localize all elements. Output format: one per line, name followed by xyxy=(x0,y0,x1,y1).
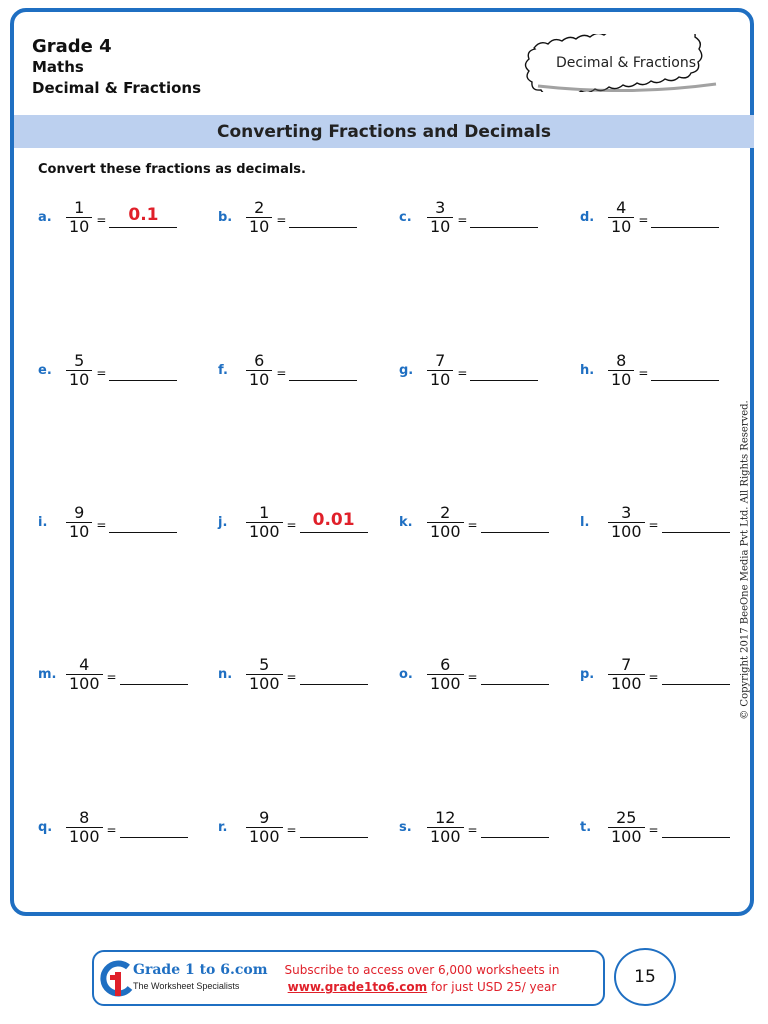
promo-link[interactable]: www.grade1to6.com xyxy=(287,980,428,994)
fraction-denominator: 10 xyxy=(66,370,92,389)
answer-blank[interactable] xyxy=(300,823,368,838)
fraction xyxy=(608,504,645,541)
answer-blank[interactable] xyxy=(651,213,719,228)
equals-sign: = xyxy=(467,670,478,684)
problem-label: l. xyxy=(580,514,590,530)
answer-blank[interactable] xyxy=(109,518,177,533)
fraction-numerator: 9 xyxy=(259,807,270,827)
fraction xyxy=(246,809,283,846)
fraction-numerator: 5 xyxy=(74,350,85,370)
problem-label: i. xyxy=(38,514,48,530)
fraction-denominator: 100 xyxy=(608,522,645,541)
fraction-numerator: 12 xyxy=(435,807,456,827)
fraction xyxy=(66,199,92,236)
fraction xyxy=(427,656,464,693)
fraction-denominator: 100 xyxy=(427,827,464,846)
problem-label: d. xyxy=(580,209,595,225)
answer-blank[interactable] xyxy=(120,823,188,838)
subject-label: Maths xyxy=(32,58,84,76)
promo-price: for just USD 25/ year xyxy=(430,980,557,994)
fraction-denominator: 100 xyxy=(427,522,464,541)
equals-sign: = xyxy=(96,366,107,380)
problem-label: a. xyxy=(38,209,52,225)
answer-blank[interactable] xyxy=(481,670,549,685)
answer-blank[interactable] xyxy=(300,509,368,533)
equals-sign: = xyxy=(457,213,468,227)
problem-label: s. xyxy=(399,819,412,835)
problem-item xyxy=(399,195,538,239)
fraction xyxy=(246,352,272,389)
fraction-numerator: 8 xyxy=(79,807,90,827)
equals-sign: = xyxy=(286,670,297,684)
footer-brand[interactable]: Grade 1 to 6.com xyxy=(133,962,268,978)
problem-item xyxy=(399,652,549,696)
fraction-numerator: 7 xyxy=(621,654,632,674)
answer-blank[interactable] xyxy=(120,670,188,685)
equals-sign: = xyxy=(467,518,478,532)
fraction-numerator: 8 xyxy=(616,350,627,370)
fraction-numerator: 4 xyxy=(616,197,627,217)
grade-label: Grade 4 xyxy=(32,36,112,57)
answer-blank[interactable] xyxy=(289,213,357,228)
fraction-denominator: 10 xyxy=(246,217,272,236)
page-number-circle xyxy=(614,948,676,1006)
fraction-numerator: 2 xyxy=(254,197,265,217)
equals-sign: = xyxy=(106,670,117,684)
equals-sign: = xyxy=(638,366,649,380)
fraction xyxy=(246,656,283,693)
problem-item xyxy=(38,805,188,849)
equals-sign: = xyxy=(286,823,297,837)
topic-cloud-badge xyxy=(520,34,732,92)
fraction-numerator: 9 xyxy=(74,502,85,522)
problem-label: e. xyxy=(38,362,52,378)
problem-item xyxy=(218,348,357,392)
problem-item xyxy=(38,348,177,392)
fraction xyxy=(427,199,453,236)
fraction xyxy=(66,352,92,389)
fraction xyxy=(608,809,645,846)
problem-item xyxy=(580,348,719,392)
problem-item xyxy=(580,805,730,849)
instructions: Convert these fractions as decimals. xyxy=(38,162,306,177)
page-number: 15 xyxy=(634,967,656,987)
problem-label: k. xyxy=(399,514,413,530)
fraction xyxy=(66,809,103,846)
answer-blank[interactable] xyxy=(470,366,538,381)
answer-blank[interactable] xyxy=(289,366,357,381)
fraction-numerator: 1 xyxy=(259,502,270,522)
grade1to6-logo-icon xyxy=(98,958,138,1000)
promo-line-1: Subscribe to access over 6,000 worksheets in xyxy=(284,963,560,977)
footer-promo xyxy=(272,962,572,996)
equals-sign: = xyxy=(638,213,649,227)
answer-value: 0.1 xyxy=(128,204,159,225)
equals-sign: = xyxy=(648,823,659,837)
answer-blank[interactable] xyxy=(109,366,177,381)
copyright-notice xyxy=(738,400,752,720)
problem-label: b. xyxy=(218,209,233,225)
problem-item xyxy=(218,805,368,849)
problem-label: r. xyxy=(218,819,228,835)
equals-sign: = xyxy=(457,366,468,380)
problem-label: h. xyxy=(580,362,595,378)
answer-blank[interactable] xyxy=(470,213,538,228)
fraction xyxy=(246,504,283,541)
fraction-denominator: 100 xyxy=(246,674,283,693)
fraction-denominator: 10 xyxy=(246,370,272,389)
fraction xyxy=(427,809,464,846)
fraction-denominator: 100 xyxy=(66,827,103,846)
fraction-denominator: 100 xyxy=(427,674,464,693)
equals-sign: = xyxy=(96,213,107,227)
problem-label: j. xyxy=(218,514,228,530)
fraction-numerator: 7 xyxy=(435,350,446,370)
answer-blank[interactable] xyxy=(481,518,549,533)
answer-blank[interactable] xyxy=(662,823,730,838)
equals-sign: = xyxy=(286,518,297,532)
fraction-numerator: 5 xyxy=(259,654,270,674)
fraction xyxy=(66,504,92,541)
problem-item xyxy=(218,500,368,544)
fraction-denominator: 10 xyxy=(608,217,634,236)
equals-sign: = xyxy=(276,366,287,380)
fraction-denominator: 10 xyxy=(608,370,634,389)
worksheet-title: Converting Fractions and Decimals xyxy=(217,121,551,142)
problem-label: p. xyxy=(580,666,595,682)
answer-blank[interactable] xyxy=(662,518,730,533)
fraction xyxy=(246,199,272,236)
fraction xyxy=(427,352,453,389)
fraction-denominator: 10 xyxy=(66,217,92,236)
problem-item xyxy=(38,500,177,544)
equals-sign: = xyxy=(648,518,659,532)
fraction-numerator: 1 xyxy=(74,197,85,217)
equals-sign: = xyxy=(648,670,659,684)
problem-label: f. xyxy=(218,362,228,378)
fraction-denominator: 10 xyxy=(427,217,453,236)
footer-tagline: The Worksheet Specialists xyxy=(133,981,240,991)
fraction-numerator: 6 xyxy=(440,654,451,674)
problem-item xyxy=(580,195,719,239)
answer-blank[interactable] xyxy=(481,823,549,838)
problem-label: o. xyxy=(399,666,413,682)
fraction-denominator: 10 xyxy=(427,370,453,389)
problem-label: q. xyxy=(38,819,53,835)
fraction xyxy=(608,352,634,389)
fraction-numerator: 25 xyxy=(616,807,637,827)
fraction xyxy=(608,199,634,236)
fraction-denominator: 10 xyxy=(66,522,92,541)
answer-blank[interactable] xyxy=(651,366,719,381)
fraction-numerator: 4 xyxy=(79,654,90,674)
equals-sign: = xyxy=(106,823,117,837)
fraction-numerator: 2 xyxy=(440,502,451,522)
problem-item xyxy=(399,805,549,849)
fraction-denominator: 100 xyxy=(608,827,645,846)
topic-label: Decimal & Fractions xyxy=(32,79,201,97)
fraction-numerator: 3 xyxy=(621,502,632,522)
answer-blank[interactable] xyxy=(109,204,177,228)
problem-label: n. xyxy=(218,666,233,682)
answer-blank[interactable] xyxy=(300,670,368,685)
promo-line-2 xyxy=(272,979,572,996)
problem-label: c. xyxy=(399,209,412,225)
problem-item xyxy=(218,195,357,239)
problem-label: m. xyxy=(38,666,57,682)
fraction-numerator: 6 xyxy=(254,350,265,370)
fraction xyxy=(427,504,464,541)
problem-item xyxy=(580,652,730,696)
fraction-denominator: 100 xyxy=(246,827,283,846)
equals-sign: = xyxy=(467,823,478,837)
fraction xyxy=(608,656,645,693)
answer-blank[interactable] xyxy=(662,670,730,685)
fraction-denominator: 100 xyxy=(66,674,103,693)
problem-label: t. xyxy=(580,819,592,835)
problem-item xyxy=(399,500,549,544)
problem-item xyxy=(399,348,538,392)
title-band xyxy=(14,115,754,148)
fraction-denominator: 100 xyxy=(608,674,645,693)
cloud-badge-text: Decimal & Fractions xyxy=(555,55,697,71)
problem-item xyxy=(218,652,368,696)
equals-sign: = xyxy=(276,213,287,227)
fraction-denominator: 100 xyxy=(246,522,283,541)
answer-value: 0.01 xyxy=(312,509,355,530)
equals-sign: = xyxy=(96,518,107,532)
problem-label: g. xyxy=(399,362,414,378)
problem-item xyxy=(38,652,188,696)
worksheet-header xyxy=(32,36,201,99)
problem-item xyxy=(38,195,177,239)
copyright-text: © Copyright 2017 BeeOne Media Pvt Ltd. All Rights Reserved. xyxy=(739,400,751,720)
fraction xyxy=(66,656,103,693)
problem-item xyxy=(580,500,730,544)
fraction-numerator: 3 xyxy=(435,197,446,217)
